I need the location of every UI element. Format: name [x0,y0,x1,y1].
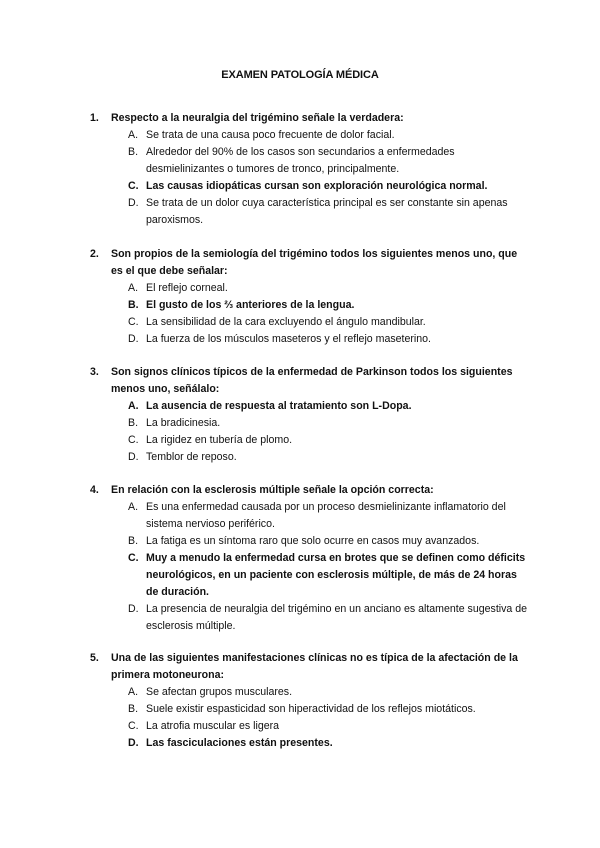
option-text: La sensibilidad de la cara excluyendo el ángulo mandibular. [146,316,426,328]
option-d [90,735,528,752]
option-letter: A. [128,686,139,698]
option-letter: D. [128,451,139,463]
option-text: Se afectan grupos musculares. [146,686,293,698]
option-text: La fuerza de los músculos maseteros y el reflejo maseterino. [146,333,431,345]
option-letter: C. [128,180,139,192]
option-letter: C. [128,434,139,446]
option-letter: B. [128,417,139,429]
option-d [90,195,528,229]
option-text: Las causas idiopáticas cursan son exploración neurológica normal. [146,180,488,192]
option-c [90,550,528,601]
option-d [90,601,528,635]
question-heading [90,110,528,127]
option-text: Suele existir espasticidad son hiperactividad de los reflejos miotáticos. [146,703,476,715]
question-5 [90,650,528,752]
option-a [90,127,528,144]
option-a [90,499,528,533]
option-letter: B. [128,146,139,158]
option-b [90,144,528,178]
option-text: La ausencia de respuesta al tratamiento son L-Dopa. [146,400,412,412]
question-text: Son propios de la semiología del trigémino todos los siguientes menos uno, que es el que debe señalar: [111,248,518,277]
option-text: Se trata de una causa poco frecuente de dolor facial. [146,129,395,141]
option-a [90,398,528,415]
option-letter: D. [128,737,139,749]
question-text: En relación con la esclerosis múltiple señale la opción correcta: [111,484,434,496]
option-d [90,331,528,348]
option-letter: C. [128,552,139,564]
question-number: 5. [90,652,99,664]
option-list [90,280,528,348]
option-letter: B. [128,299,139,311]
question-text: Respecto a la neuralgia del trigémino señale la verdadera: [111,112,404,124]
option-letter: A. [128,129,139,141]
question-number: 2. [90,248,99,260]
question-number: 3. [90,366,99,378]
option-text: La bradicinesia. [146,417,221,429]
option-c [90,718,528,735]
option-text: El gusto de los ⅔ anteriores de la lengua. [146,299,355,311]
option-d [90,449,528,466]
option-b [90,533,528,550]
question-number: 1. [90,112,99,124]
option-letter: D. [128,333,139,345]
option-text: Se trata de un dolor cuya característica principal es ser constante sin apenas paroxismos. [146,197,508,226]
option-letter: A. [128,501,139,513]
option-text: La fatiga es un síntoma raro que solo ocurre en casos muy avanzados. [146,535,480,547]
question-1 [90,110,528,229]
option-letter: A. [128,282,139,294]
option-c [90,178,528,195]
option-letter: B. [128,703,139,715]
option-text: Alrededor del 90% de los casos son secundarios a enfermedades desmielinizantes o tumores de tronco, principalmente. [146,146,455,175]
exam-title: EXAMEN PATOLOGÍA MÉDICA [221,69,379,81]
option-c [90,432,528,449]
option-letter: C. [128,720,139,732]
question-4 [90,482,528,635]
question-heading [90,482,528,499]
option-text: La rigidez en tubería de plomo. [146,434,293,446]
option-letter: C. [128,316,139,328]
option-letter: B. [128,535,139,547]
question-heading [90,650,528,684]
question-3 [90,364,528,466]
option-text: Las fasciculaciones están presentes. [146,737,333,749]
option-list [90,684,528,752]
option-text: Es una enfermedad causada por un proceso desmielinizante inflamatorio del sistema nervioso periférico. [146,501,506,530]
option-text: La presencia de neuralgia del trigémino en un anciano es altamente sugestiva de esclerosis múltiple. [146,603,528,632]
question-heading [90,364,528,398]
option-letter: D. [128,603,139,615]
option-b [90,701,528,718]
option-text: Temblor de reposo. [146,451,237,463]
question-text: Son signos clínicos típicos de la enfermedad de Parkinson todos los siguientes menos uno, señálalo: [111,366,513,395]
question-text: Una de las siguientes manifestaciones clínicas no es típica de la afectación de la primera motoneurona: [111,652,518,681]
option-list [90,127,528,229]
option-text: La atrofia muscular es ligera [146,720,280,732]
option-a [90,280,528,297]
option-list [90,398,528,466]
option-text: Muy a menudo la enfermedad cursa en brotes que se definen como déficits neurológicos, en un paciente con esclerosis múltiple, de más de 24 horas de duración. [146,552,526,598]
question-number: 4. [90,484,99,496]
option-b [90,415,528,432]
option-a [90,684,528,701]
option-list [90,499,528,635]
question-2 [90,246,528,348]
option-b [90,297,528,314]
option-letter: A. [128,400,139,412]
option-letter: D. [128,197,139,209]
option-c [90,314,528,331]
option-text: El reflejo corneal. [146,282,228,294]
question-heading [90,246,528,280]
